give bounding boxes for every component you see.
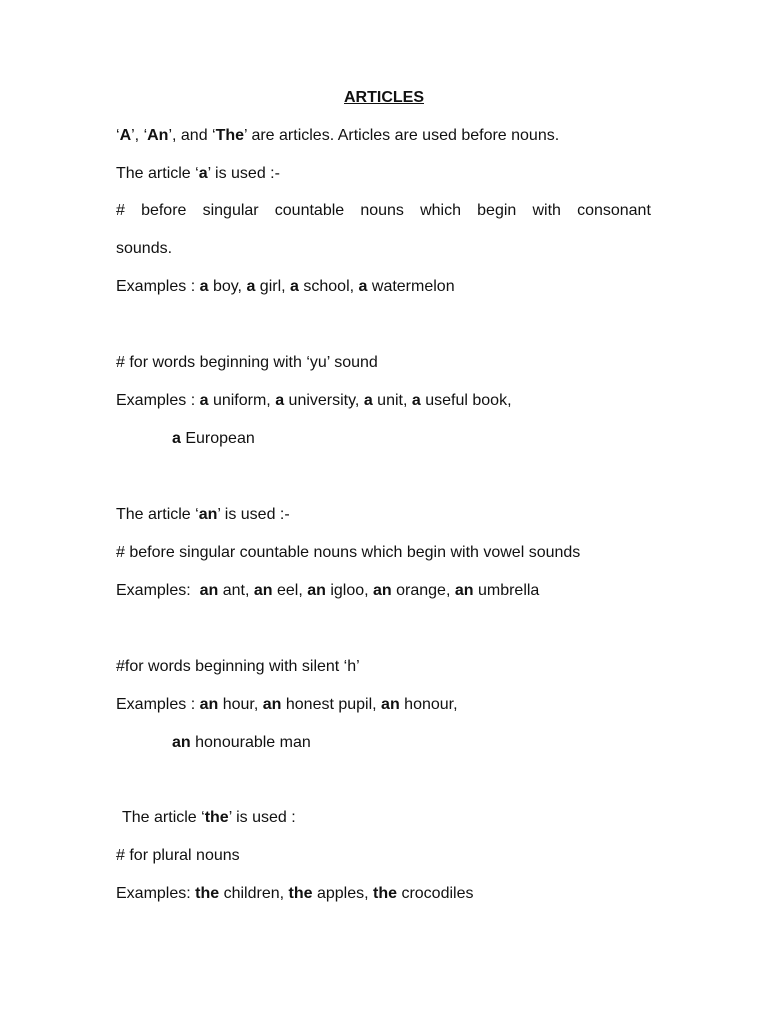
rule-word: #	[116, 202, 125, 219]
example-word: watermelon	[367, 278, 455, 295]
example-article: an	[381, 696, 400, 713]
example-word: crocodiles	[397, 885, 474, 902]
example-word: honour,	[399, 696, 458, 713]
section-a-rule1	[116, 200, 651, 222]
example-word: university,	[284, 392, 364, 409]
section-a-rule1-cont: sounds.	[116, 240, 173, 257]
example-article: an	[253, 582, 273, 599]
example-word: school,	[298, 278, 359, 295]
example-word: honest pupil,	[281, 696, 382, 713]
section-a-examples2-cont: a European	[172, 430, 255, 447]
example-article: an	[199, 582, 219, 599]
example-word: boy,	[208, 278, 247, 295]
example-word: igloo,	[325, 582, 374, 599]
example-article: an	[199, 696, 219, 713]
intro-line: ‘A’, ‘An’, and ‘The’ are articles. Articles are used before nouns.	[116, 127, 560, 144]
rule-word: consonant	[577, 202, 651, 219]
section-an-rule2: #for words beginning with silent ‘h’	[116, 658, 360, 675]
rule-word: singular	[202, 202, 259, 219]
rule-word: before	[141, 202, 187, 219]
example-word: apples,	[312, 885, 373, 902]
example-word: eel,	[272, 582, 308, 599]
example-article: the	[288, 885, 313, 902]
section-an-heading: The article ‘an’ is used :-	[116, 506, 290, 523]
example-article: a	[290, 278, 299, 295]
example-article: an	[454, 582, 474, 599]
rule-word: begin	[477, 202, 517, 219]
section-an-examples2: Examples : an hour, an honest pupil, an honour,	[116, 696, 458, 713]
example-word: unit,	[372, 392, 412, 409]
example-article: a	[363, 392, 373, 409]
example-article: an	[373, 582, 392, 599]
section-a-examples2: Examples : a uniform, a university, a unit, a useful book,	[116, 392, 512, 409]
section-the-examples1: Examples: the children, the apples, the crocodiles	[116, 885, 474, 902]
rule-word: with	[532, 202, 561, 219]
section-a-rule2: # for words beginning with ‘yu’ sound	[116, 354, 378, 371]
rule-word: which	[420, 202, 461, 219]
example-article: an	[262, 696, 282, 713]
section-a-examples1: Examples : a boy, a girl, a school, a watermelon	[116, 278, 455, 295]
example-word: orange,	[391, 582, 455, 599]
example-article: a	[199, 278, 209, 295]
example-word: umbrella	[473, 582, 540, 599]
example-article: a	[358, 278, 368, 295]
section-the-rule1: # for plural nouns	[116, 847, 240, 864]
example-word: children,	[219, 885, 289, 902]
section-an-examples2-cont: an honourable man	[172, 734, 311, 751]
section-an-rule1: # before singular countable nouns which begin with vowel sounds	[116, 544, 581, 561]
example-article: a	[411, 392, 421, 409]
rule-word: nouns	[360, 202, 404, 219]
page-title: ARTICLES	[344, 89, 424, 106]
example-word: useful book,	[420, 392, 512, 409]
section-the-heading: The article ‘the’ is used :	[122, 809, 296, 826]
example-article: the	[373, 885, 397, 902]
article-a: A	[119, 127, 132, 144]
example-word: uniform,	[208, 392, 276, 409]
rule-word: countable	[274, 202, 345, 219]
example-article: a	[275, 392, 285, 409]
article-the: The	[215, 127, 245, 144]
example-article: a	[246, 278, 256, 295]
example-word: ant,	[218, 582, 254, 599]
example-article: the	[195, 885, 220, 902]
article-an: An	[147, 127, 169, 144]
example-article: a	[199, 392, 209, 409]
example-word: hour,	[218, 696, 263, 713]
section-an-examples1: Examples: an ant, an eel, an igloo, an orange, an umbrella	[116, 582, 540, 599]
example-article: an	[307, 582, 326, 599]
example-word: girl,	[255, 278, 291, 295]
section-a-heading: The article ‘a’ is used :-	[116, 165, 280, 182]
